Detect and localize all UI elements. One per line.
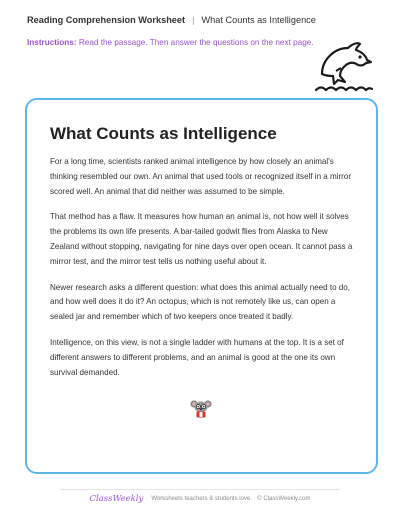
dolphin-icon: [314, 38, 374, 98]
koala-mascot-icon: [190, 398, 212, 418]
instructions-text: Read the passage. Then answer the questions on the next page.: [78, 38, 314, 47]
instructions-label: Instructions:: [27, 38, 77, 47]
passage-card: [25, 98, 378, 474]
passage-paragraph: That method has a flaw. It measures how human an animal is, not how well it solves the problems its own life presents. A bar-tailed godwit flies from Alaska to New Zealand without stopping, navigating for nine days over open ocean. It cannot pass a mirror test, and the mirror test tells us nothing useful about it.: [50, 212, 353, 266]
worksheet-header: [27, 13, 377, 27]
footer-divider: [60, 489, 340, 490]
header-separator: |: [192, 15, 195, 25]
footer: [0, 494, 400, 504]
passage-paragraph: Intelligence, on this view, is not a single ladder with humans at the top. It is a set of different answers to different problems, and an animal is good at the one its own survival demanded.: [50, 337, 344, 377]
worksheet-title: Reading Comprehension Worksheet: [27, 15, 186, 25]
passage-title: What Counts as Intelligence: [50, 124, 277, 143]
instructions: [27, 38, 314, 47]
worksheet-topic: What Counts as Intelligence: [201, 15, 316, 25]
passage-body: [50, 155, 356, 391]
passage-paragraph: For a long time, scientists ranked animal intelligence by how closely an animal's thinking resembled our own. An animal that used tools or recognized itself in a mirror scored well. An animal that did neither was assumed to be simple.: [50, 157, 352, 196]
passage-paragraph: Newer research asks a different question: what does this animal actually need to do, and how well does it do it? An octopus, which is not remotely like us, can open a sealed jar and remember which of two keepers once treated it badly.: [50, 282, 350, 322]
footer-tagline: Worksheets teachers & students love. · © ClassWeekly.com: [151, 496, 311, 502]
footer-brand: ClassWeekly: [89, 494, 144, 504]
